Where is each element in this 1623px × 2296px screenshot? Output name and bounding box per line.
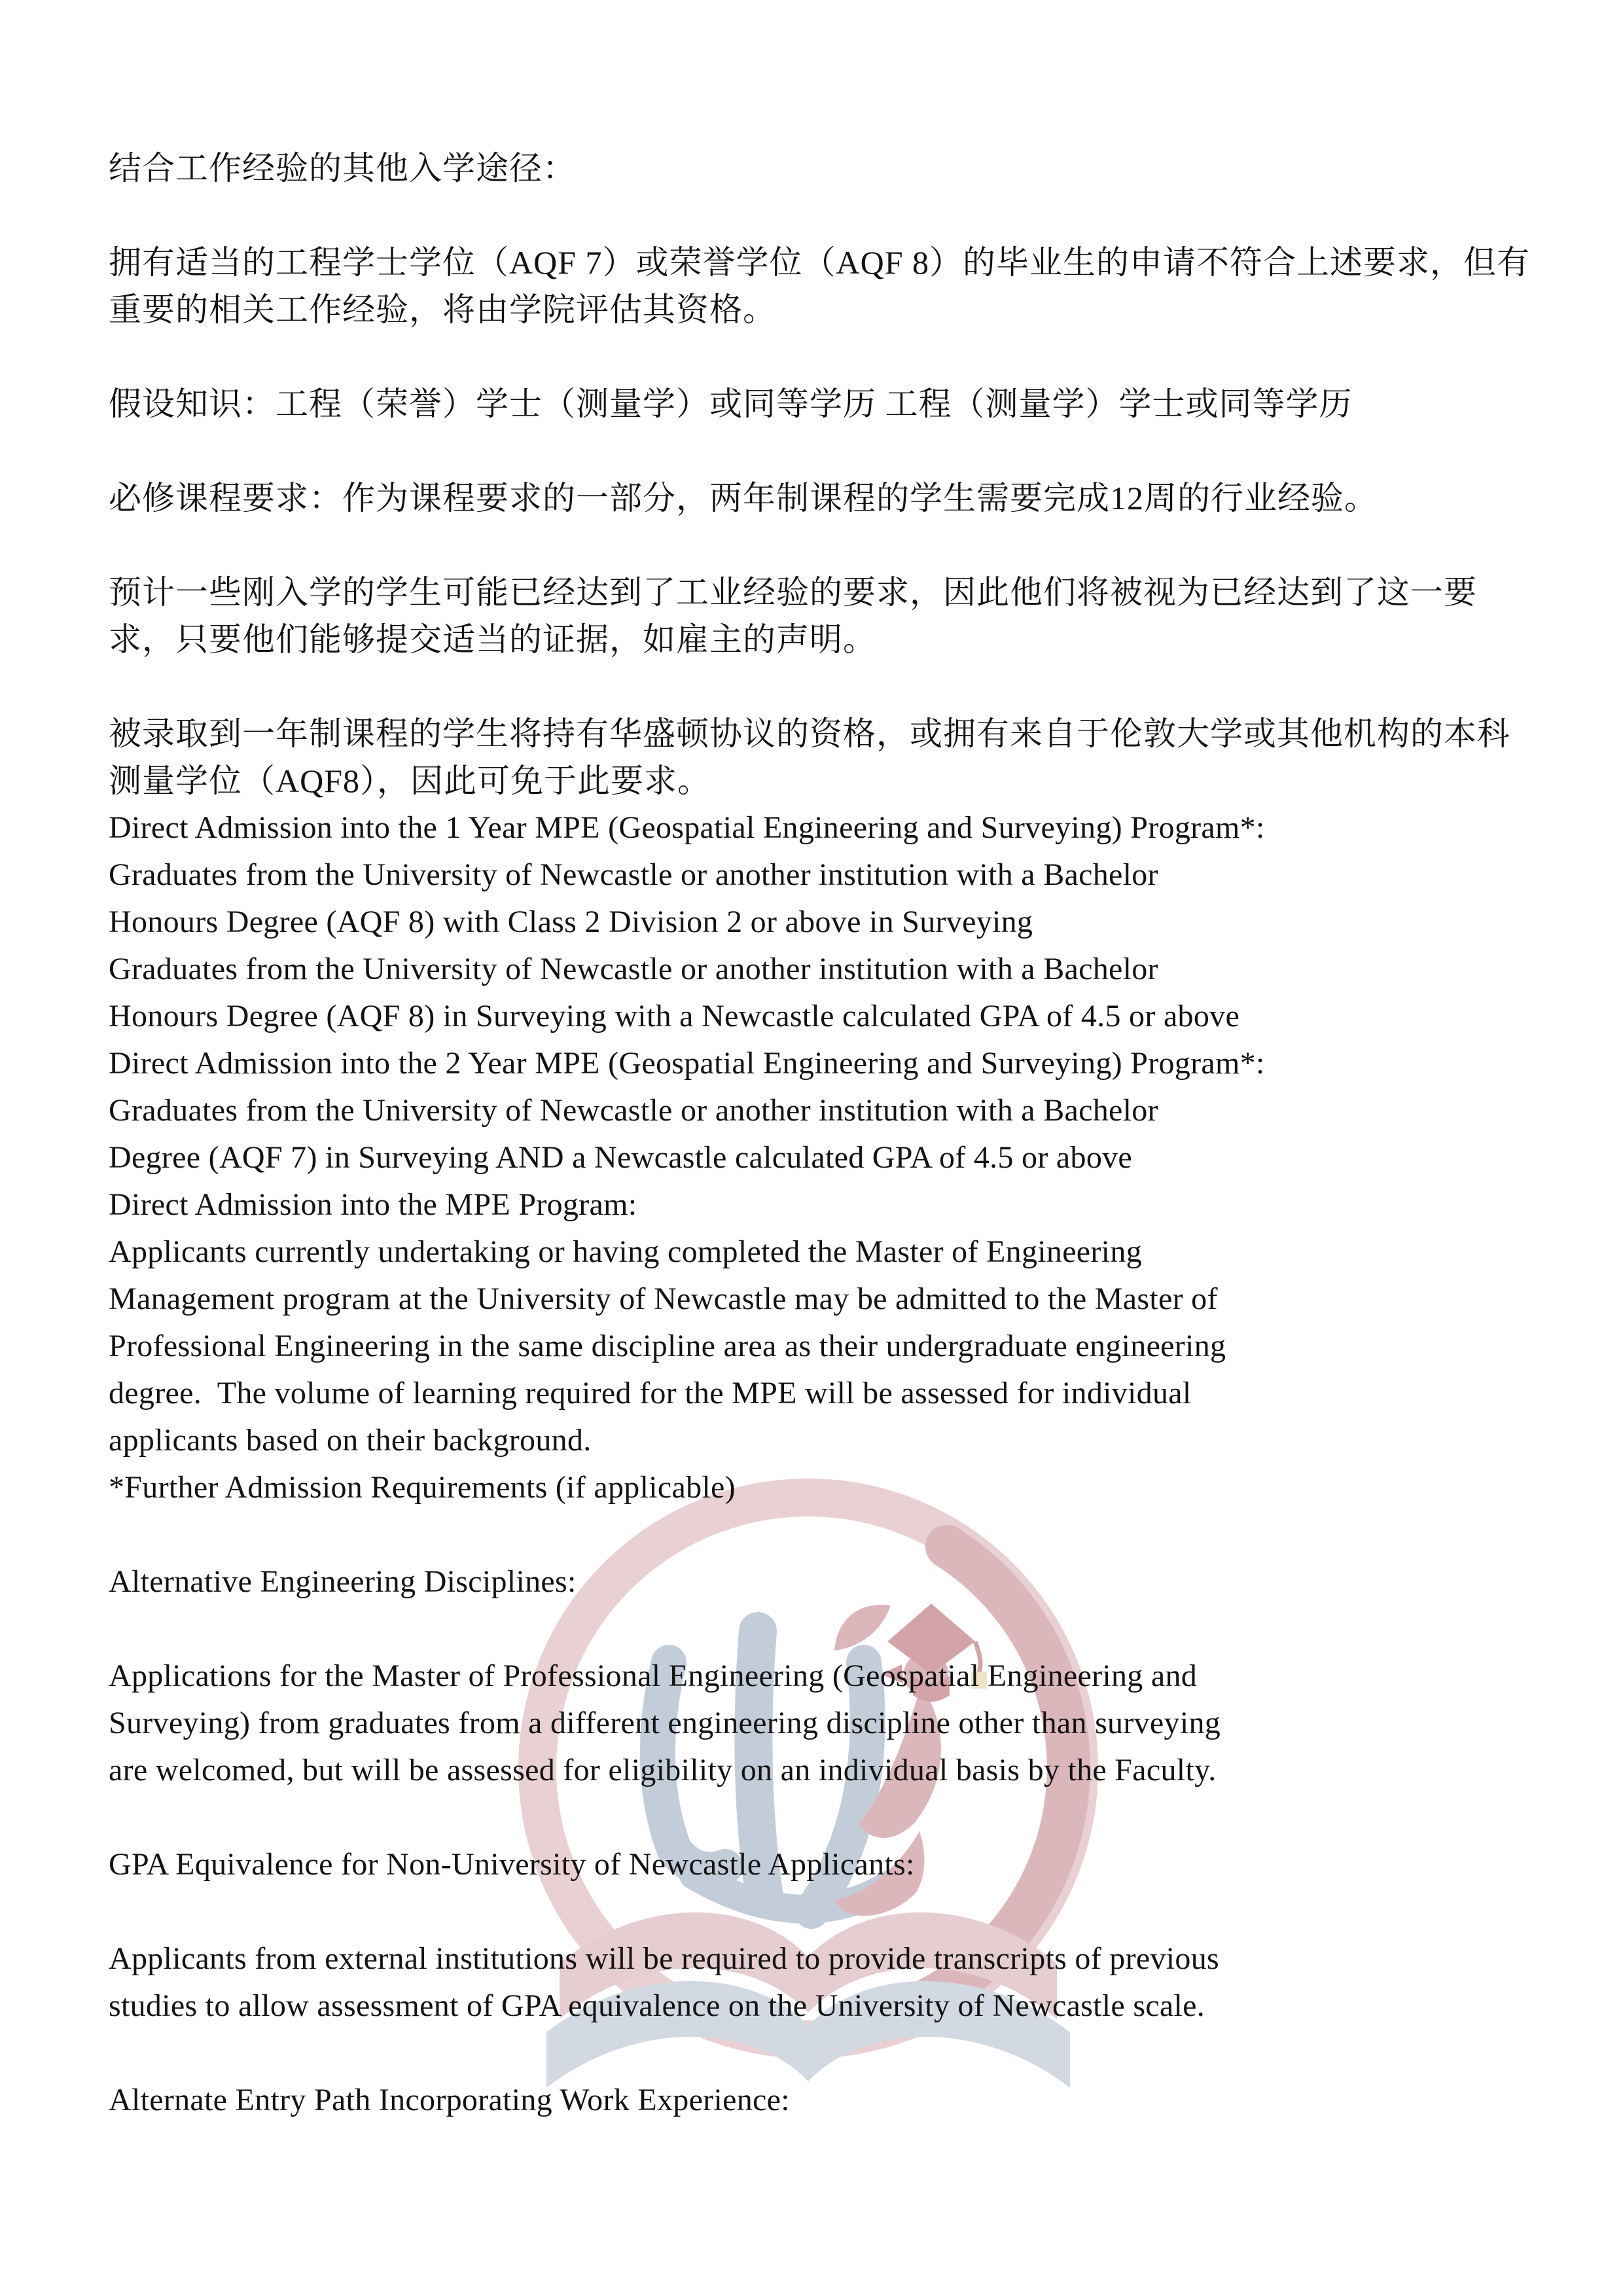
text-line: studies to allow assessment of GPA equivalence on the University of Newcastle scale. — [109, 1988, 1205, 2023]
text-line: 求，只要他们能够提交适当的证据，如雇主的声明。 — [109, 621, 876, 658]
text-line: Management program at the University of Newcastle may be admitted to the Master of — [109, 1282, 1218, 1316]
text-line: Degree (AQF 7) in Surveying AND a Newcastle calculated GPA of 4.5 or above — [109, 1140, 1133, 1175]
text-line: Alternate Entry Path Incorporating Work Experience: — [109, 2083, 790, 2117]
text-line: applicants based on their background. — [109, 1423, 592, 1458]
text-line: 被录取到一年制课程的学生将持有华盛顿协议的资格，或拥有来自于伦敦大学或其他机构的本科 — [109, 715, 1510, 752]
text-line: Graduates from the University of Newcastle or another institution with a Bachelor — [109, 1093, 1158, 1128]
text-line: Direct Admission into the 1 Year MPE (Geospatial Engineering and Surveying) Program*: — [109, 810, 1265, 845]
text-line: are welcomed, but will be assessed for eligibility on an individual basis by the Faculty. — [109, 1753, 1217, 1787]
text-line: 测量学位（AQF8），因此可免于此要求。 — [109, 762, 711, 799]
text-line: degree. The volume of learning required for the MPE will be assessed for individual — [109, 1376, 1192, 1410]
text-line: Alternative Engineering Disciplines: — [109, 1564, 577, 1599]
text-line: 必修课程要求：作为课程要求的一部分，两年制课程的学生需要完成12周的行业经验。 — [109, 480, 1378, 516]
text-line: Direct Admission into the MPE Program: — [109, 1187, 637, 1222]
text-line: Professional Engineering in the same discipline area as their undergraduate engineering — [109, 1329, 1226, 1363]
text-line: Graduates from the University of Newcastle or another institution with a Bachelor — [109, 952, 1158, 986]
text-line: 拥有适当的工程学士学位（AQF 7）或荣誉学位（AQF 8）的毕业生的申请不符合上述要求，但有 — [109, 244, 1531, 281]
text-line: Graduates from the University of Newcastle or another institution with a Bachelor — [109, 857, 1158, 892]
text-line: Applications for the Master of Professional Engineering (Geospatial Engineering and — [109, 1659, 1198, 1693]
text-line: Applicants from external institutions will be required to provide transcripts of previous — [109, 1941, 1219, 1976]
text-line: GPA Equivalence for Non-University of Newcastle Applicants: — [109, 1847, 915, 1882]
text-line: Applicants currently undertaking or having completed the Master of Engineering — [109, 1234, 1142, 1269]
text-line: *Further Admission Requirements (if applicable) — [109, 1470, 736, 1505]
document-body — [109, 145, 1531, 2124]
text-line: Direct Admission into the 2 Year MPE (Geospatial Engineering and Surveying) Program*: — [109, 1046, 1265, 1081]
text-line: Honours Degree (AQF 8) in Surveying with a Newcastle calculated GPA of 4.5 or above — [109, 999, 1240, 1033]
text-line: 重要的相关工作经验，将由学院评估其资格。 — [109, 291, 776, 328]
text-line: 预计一些刚入学的学生可能已经达到了工业经验的要求，因此他们将被视为已经达到了这一要 — [109, 574, 1477, 611]
text-line: 结合工作经验的其他入学途径： — [109, 150, 576, 187]
text-line: Surveying) from graduates from a different engineering discipline other than surveying — [109, 1706, 1221, 1740]
text-line: 假设知识：工程（荣誉）学士（测量学）或同等学历 工程（测量学）学士或同等学历 — [109, 386, 1353, 422]
text-line: Honours Degree (AQF 8) with Class 2 Division 2 or above in Surveying — [109, 905, 1033, 939]
